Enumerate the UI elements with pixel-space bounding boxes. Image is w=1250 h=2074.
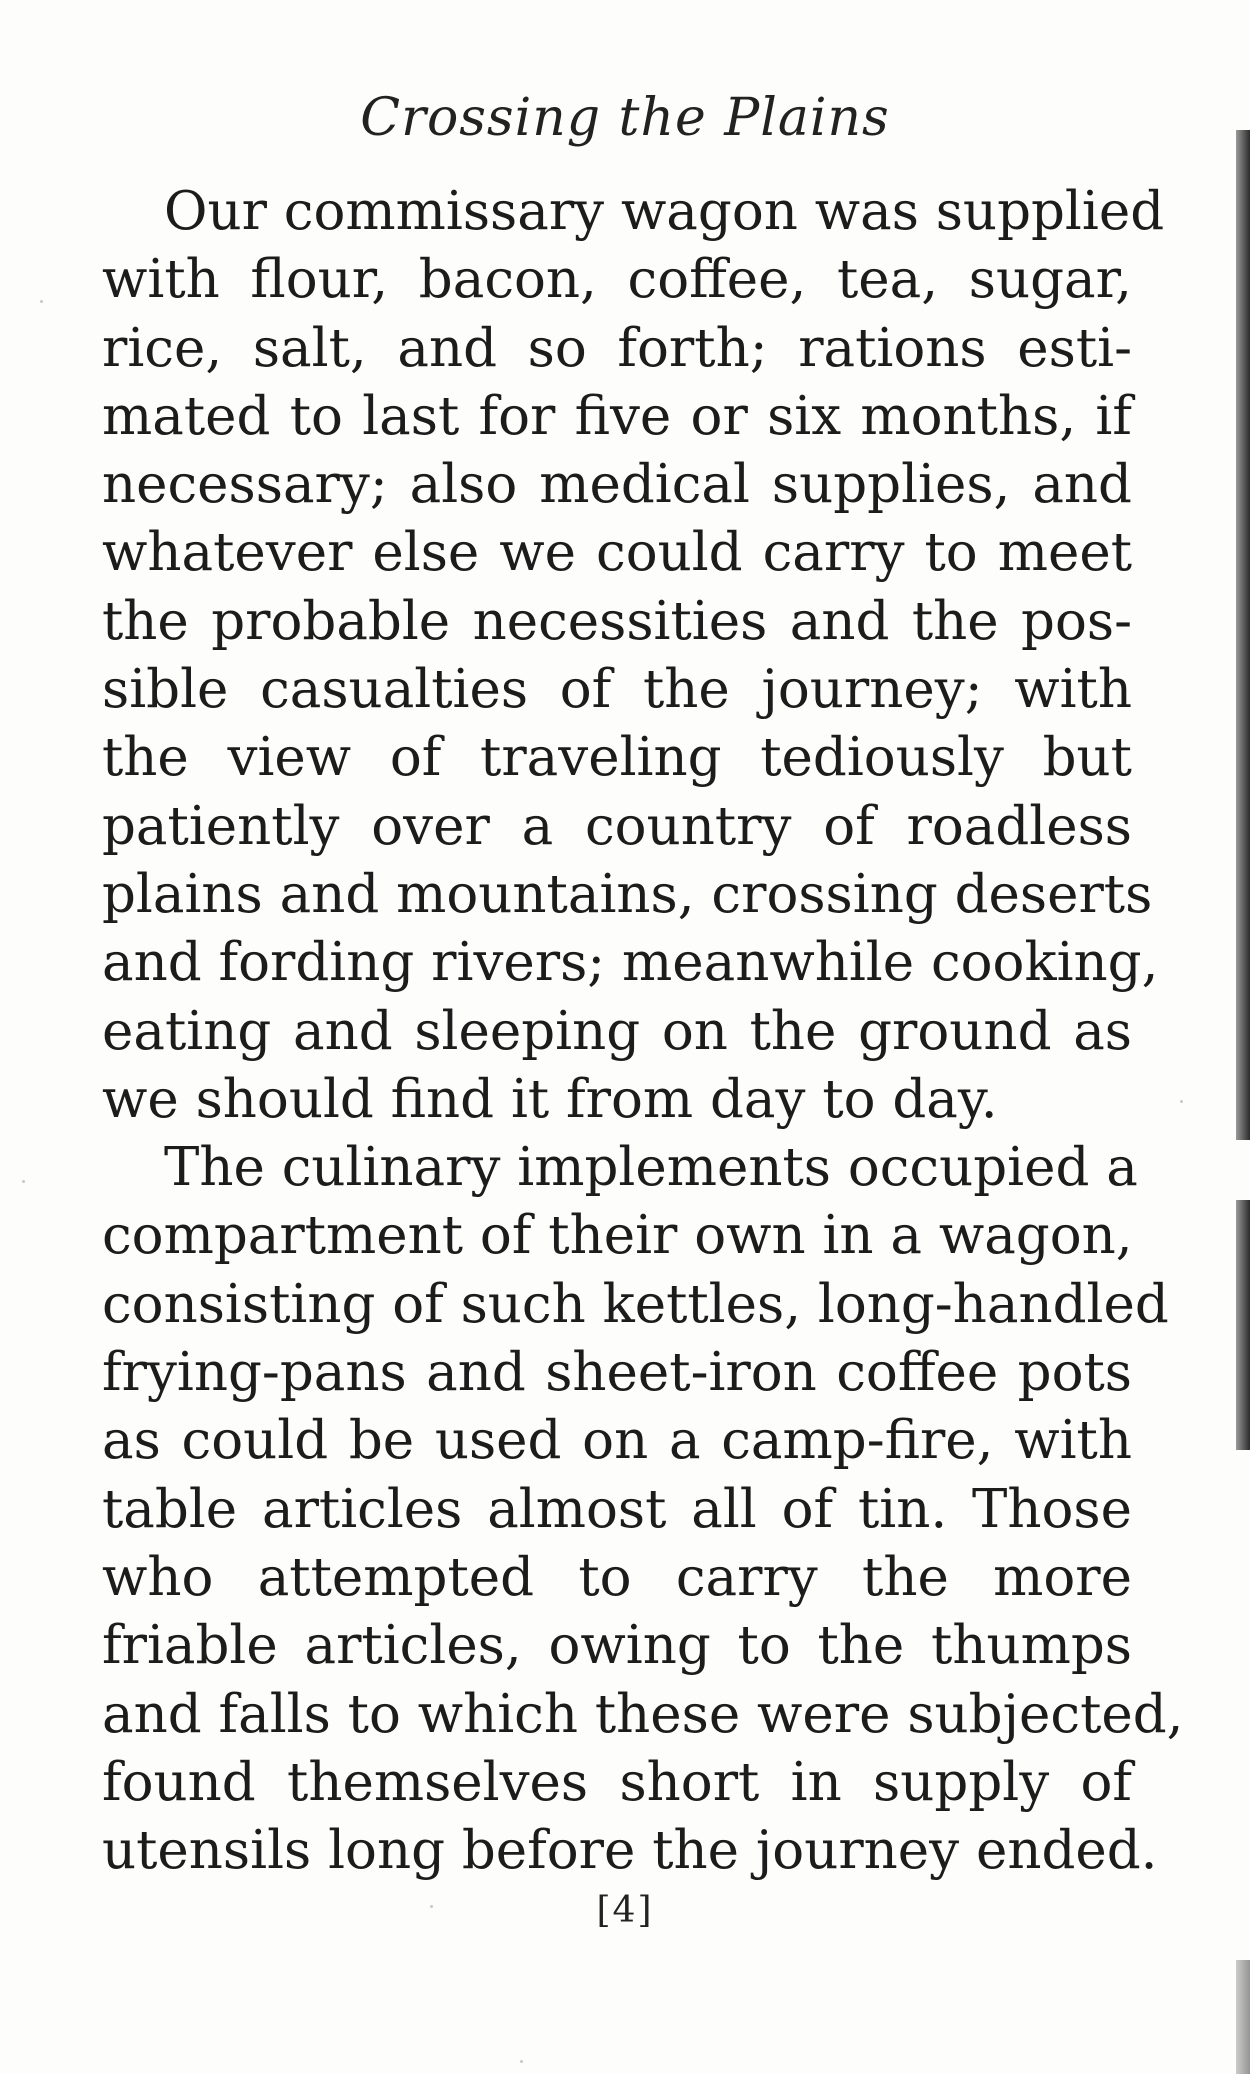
- text-line: table articles almost all of tin. Those: [102, 1478, 1132, 1540]
- page-number: [4]: [596, 1890, 654, 1931]
- text-line: Our commissary wagon was supplied: [164, 181, 1165, 242]
- text-line: as could be used on a camp-fire, with: [102, 1410, 1132, 1472]
- paper-speck: [1180, 1100, 1183, 1103]
- body-text: [102, 178, 1184, 1885]
- text-line: sible casualties of the journey; with: [102, 659, 1132, 721]
- paper-speck: [22, 1180, 25, 1183]
- text-line: necessary; also medical supplies, and: [102, 454, 1132, 516]
- page-edge-shadow: [1236, 130, 1250, 1140]
- text-line: plains and mountains, crossing deserts: [102, 863, 1153, 925]
- text-line: utensils long before the journey ended.: [102, 1820, 1158, 1882]
- text-line: the probable necessities and the pos-: [102, 590, 1132, 652]
- text-line: compartment of their own in a wagon,: [102, 1205, 1133, 1267]
- text-line: frying-pans and sheet-iron coffee pots: [102, 1342, 1132, 1404]
- text-line: whatever else we could carry to meet: [102, 522, 1132, 584]
- paper-speck: [520, 2060, 523, 2063]
- text-line: consisting of such kettles, long-handled: [102, 1273, 1169, 1335]
- text-line: patiently over a country of roadless: [102, 795, 1132, 857]
- text-line: rice, salt, and so forth; rations esti-: [102, 317, 1132, 379]
- page-edge-shadow: [1236, 1200, 1250, 1450]
- text-line: friable articles, owing to the thumps: [102, 1615, 1132, 1677]
- paper-speck: [430, 1905, 433, 1908]
- paper-speck: [40, 300, 43, 303]
- text-line: found themselves short in supply of: [102, 1751, 1132, 1813]
- text-line: eating and sleeping on the ground as: [102, 1000, 1132, 1062]
- text-line: mated to last for five or six months, if: [102, 385, 1132, 447]
- text-line: and fording rivers; meanwhile cooking,: [102, 932, 1159, 994]
- text-line: with flour, bacon, coffee, tea, sugar,: [102, 249, 1132, 311]
- text-line: The culinary implements occupied a: [164, 1137, 1138, 1199]
- text-line: we should find it from day to day.: [102, 1068, 998, 1130]
- text-line: who attempted to carry the more: [102, 1546, 1132, 1608]
- page-edge-shadow: [1236, 1960, 1250, 2074]
- text-line: and falls to which these were subjected,: [102, 1683, 1184, 1745]
- text-line: the view of traveling tediously but: [102, 727, 1132, 789]
- running-head: Crossing the Plains: [360, 88, 890, 148]
